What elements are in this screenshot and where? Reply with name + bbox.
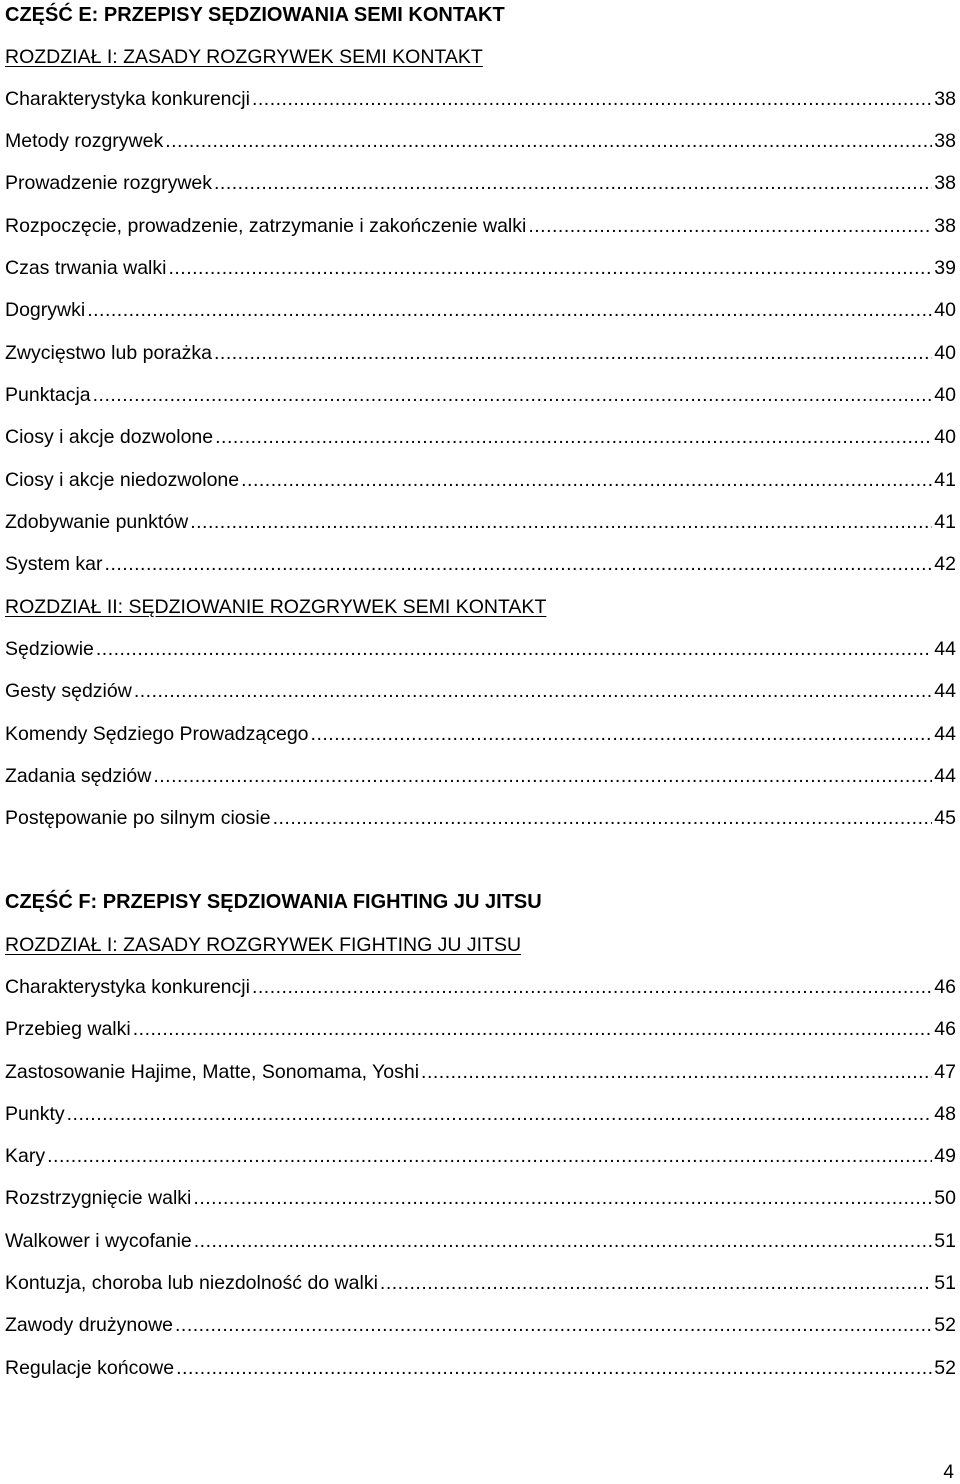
dot-leader: [134, 676, 932, 706]
toc-entry[interactable]: [5, 1183, 956, 1213]
toc-entry-page: 46: [934, 976, 956, 998]
toc-entry-label: Ciosy i akcje dozwolone: [5, 426, 214, 448]
toc-entry-label: Regulacje końcowe: [5, 1357, 175, 1379]
dot-leader: [190, 507, 932, 537]
toc-entry[interactable]: [5, 507, 956, 537]
toc-entry-page: 40: [934, 299, 956, 321]
toc-entry-page: 50: [934, 1187, 956, 1209]
toc-entry-label: Kontuzja, choroba lub niezdolność do walki: [5, 1272, 378, 1294]
toc-entry-label: Zdobywanie punktów: [5, 511, 189, 533]
toc-entry-label: Zawody drużynowe: [5, 1314, 173, 1336]
chapter-title: ROZDZIAŁ II: SĘDZIOWANIE ROZGRYWEK SEMI KONTAKT: [5, 596, 547, 618]
toc-entry-label: Metody rozgrywek: [5, 130, 164, 152]
dot-leader: [176, 1353, 932, 1383]
dot-leader: [193, 1183, 932, 1213]
toc-entry-label: Punktacja: [5, 384, 91, 406]
dot-leader: [93, 380, 933, 410]
toc-entry-page: 49: [934, 1145, 956, 1167]
dot-leader: [241, 465, 932, 495]
part-title: CZĘŚĆ E: PRZEPISY SĘDZIOWANIA SEMI KONTAKT: [5, 4, 505, 26]
toc-entry[interactable]: [5, 84, 956, 114]
dot-leader: [252, 84, 932, 114]
toc-entry-page: 41: [934, 469, 956, 491]
dot-leader: [67, 1099, 933, 1129]
toc-entry-page: 42: [934, 553, 956, 575]
toc-entry-label: Zadania sędziów: [5, 765, 152, 787]
toc-entry-page: 39: [934, 257, 956, 279]
toc-entry-label: Kary: [5, 1145, 46, 1167]
toc-entry-page: 46: [934, 1018, 956, 1040]
dot-leader: [96, 634, 932, 664]
toc-entry-page: 52: [934, 1314, 956, 1336]
toc-entry-label: Ciosy i akcje niedozwolone: [5, 469, 240, 491]
toc-entry-label: Charakterystyka konkurencji: [5, 88, 250, 110]
toc-entry-label: Przebieg walki: [5, 1018, 131, 1040]
toc-entry-page: 48: [934, 1103, 956, 1125]
dot-leader: [311, 719, 933, 749]
toc-entry-label: Czas trwania walki: [5, 257, 167, 279]
toc-entry-page: 44: [934, 638, 956, 660]
toc-entry[interactable]: [5, 380, 956, 410]
toc-entry-label: Walkower i wycofanie: [5, 1230, 192, 1252]
toc-entry[interactable]: [5, 295, 956, 325]
toc-entry-page: 44: [934, 765, 956, 787]
toc-entry-page: 41: [934, 511, 956, 533]
toc-entry[interactable]: [5, 634, 956, 664]
toc-entry[interactable]: [5, 1141, 956, 1171]
dot-leader: [105, 549, 933, 579]
toc-entry[interactable]: [5, 719, 956, 749]
toc-entry-page: 38: [934, 172, 956, 194]
toc-entry-label: Punkty: [5, 1103, 65, 1125]
toc-entry[interactable]: [5, 1268, 956, 1298]
toc-entry-page: 40: [934, 384, 956, 406]
toc-entry[interactable]: [5, 803, 956, 833]
chapter-title: ROZDZIAŁ I: ZASADY ROZGRYWEK FIGHTING JU JITSU: [5, 934, 522, 956]
toc-entry-label: Dogrywki: [5, 299, 86, 321]
toc-entry-page: 44: [934, 723, 956, 745]
toc-entry-label: Rozpoczęcie, prowadzenie, zatrzymanie i zakończenie walki: [5, 215, 527, 237]
toc-entry-page: 40: [934, 342, 956, 364]
dot-leader: [133, 1014, 933, 1044]
toc-entry-page: 45: [934, 807, 956, 829]
dot-leader: [175, 1310, 932, 1340]
part-title: CZĘŚĆ F: PRZEPISY SĘDZIOWANIA FIGHTING JU JITSU: [5, 891, 542, 913]
dot-leader: [528, 211, 932, 241]
dot-leader: [273, 803, 933, 833]
toc-entry-label: Charakterystyka konkurencji: [5, 976, 250, 998]
toc-entry[interactable]: [5, 126, 956, 156]
dot-leader: [153, 761, 932, 791]
toc-entry[interactable]: [5, 211, 956, 241]
dot-leader: [47, 1141, 932, 1171]
toc-entry[interactable]: [5, 168, 956, 198]
toc-entry-page: 47: [934, 1061, 956, 1083]
toc-entry-label: Gesty sędziów: [5, 680, 132, 702]
toc-entry[interactable]: [5, 1226, 956, 1256]
toc-entry[interactable]: [5, 253, 956, 283]
toc-entry-label: System kar: [5, 553, 103, 575]
dot-leader: [421, 1057, 932, 1087]
toc-entry-label: Zastosowanie Hajime, Matte, Sonomama, Yoshi: [5, 1061, 420, 1083]
toc-entry-label: Prowadzenie rozgrywek: [5, 172, 213, 194]
dot-leader: [165, 126, 932, 156]
toc-entry[interactable]: [5, 422, 956, 452]
toc-entry[interactable]: [5, 1099, 956, 1129]
toc-entry[interactable]: [5, 465, 956, 495]
toc-entry-page: 38: [934, 215, 956, 237]
dot-leader: [194, 1226, 933, 1256]
toc-entry[interactable]: [5, 1057, 956, 1087]
toc-entry-page: 38: [934, 88, 956, 110]
toc-entry[interactable]: [5, 549, 956, 579]
toc-entry[interactable]: [5, 1310, 956, 1340]
dot-leader: [214, 168, 932, 198]
toc-entry[interactable]: [5, 1353, 956, 1383]
dot-leader: [215, 422, 932, 452]
dot-leader: [214, 338, 932, 368]
dot-leader: [87, 295, 932, 325]
chapter-title: ROZDZIAŁ I: ZASADY ROZGRYWEK SEMI KONTAKT: [5, 46, 483, 68]
toc-entry-label: Sędziowie: [5, 638, 94, 660]
toc-entry-page: 52: [934, 1357, 956, 1379]
toc-entry-label: Rozstrzygnięcie walki: [5, 1187, 192, 1209]
toc-entry-page: 51: [934, 1230, 956, 1252]
toc-entry[interactable]: [5, 1014, 956, 1044]
toc-entry-page: 40: [934, 426, 956, 448]
toc-entry[interactable]: [5, 676, 956, 706]
toc-entry-page: 44: [934, 680, 956, 702]
toc-entry-page: 38: [934, 130, 956, 152]
toc-entry-label: Postępowanie po silnym ciosie: [5, 807, 271, 829]
toc-entry-label: Komendy Sędziego Prowadzącego: [5, 723, 309, 745]
toc-entry-page: 51: [934, 1272, 956, 1294]
toc-entry[interactable]: [5, 972, 956, 1002]
page-number: 4: [943, 1462, 954, 1483]
toc-entry[interactable]: [5, 338, 956, 368]
toc-entry-label: Zwycięstwo lub porażka: [5, 342, 212, 364]
toc-entry[interactable]: [5, 761, 956, 791]
dot-leader: [168, 253, 932, 283]
dot-leader: [380, 1268, 932, 1298]
dot-leader: [252, 972, 932, 1002]
